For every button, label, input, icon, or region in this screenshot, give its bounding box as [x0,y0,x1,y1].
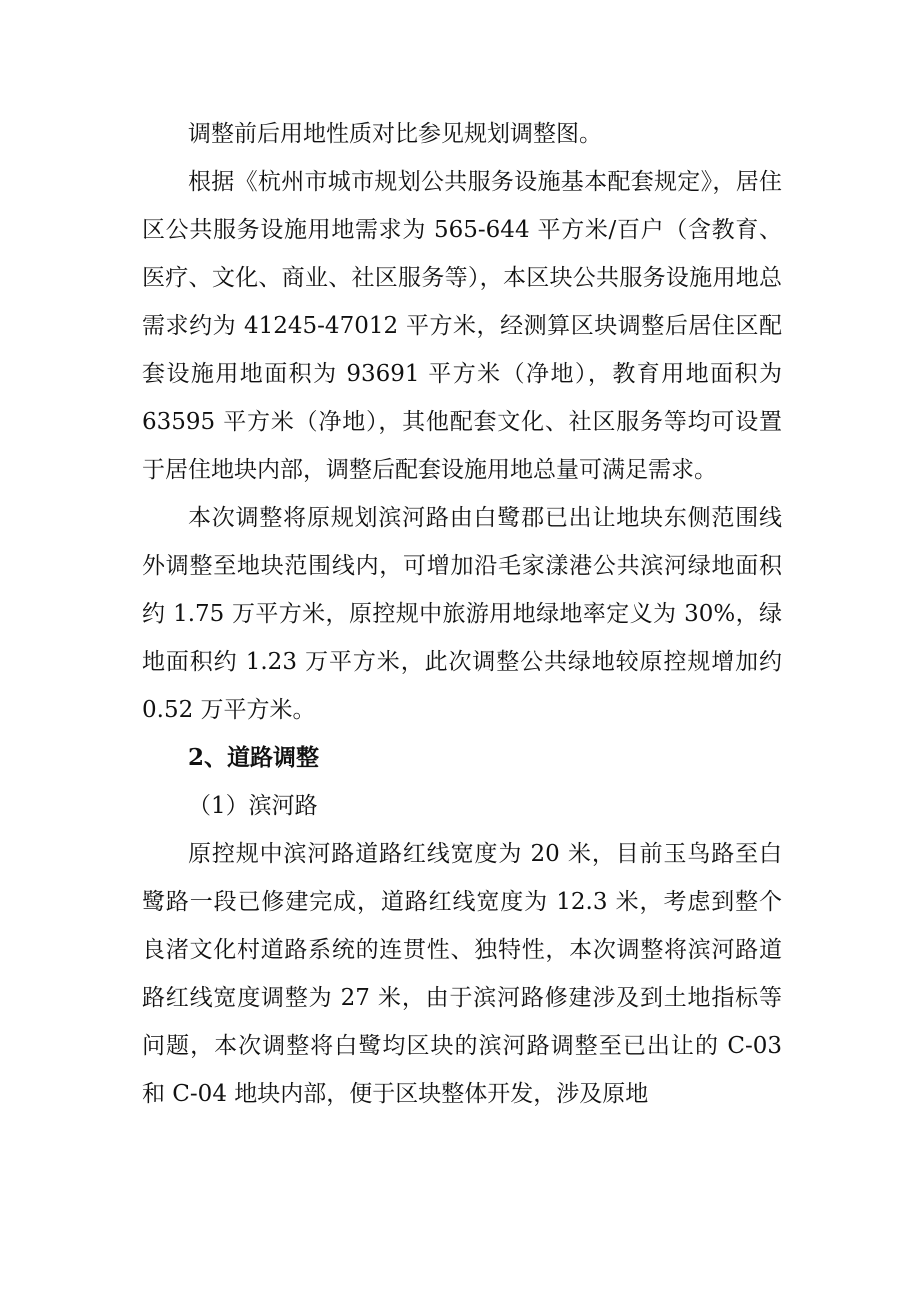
subheading-binhe-road: （1）滨河路 [188,793,318,819]
document-body [142,110,782,1118]
paragraph-reference-note: 调整前后用地性质对比参见规划调整图。 [188,121,602,147]
section-heading-road-adjustment: 2、道路调整 [188,744,320,771]
paragraph-green-space: 本次调整将原规划滨河路由白鹭郡已出让地块东侧范围线外调整至地块范围线内，可增加沿毛家漾港公共滨河绿地面积约 1.75 万平方米，原控规中旅游用地绿地率定义为 30%，绿地面积约 1.23 万平方米，此次调整公共绿地较原控规增加约 0.52 万平方米。 [142,505,782,723]
paragraph-binhe-road-details: 原控规中滨河路道路红线宽度为 20 米，目前玉鸟路至白鹭路一段已修建完成，道路红线宽度为 12.3 米，考虑到整个良渚文化村道路系统的连贯性、独特性，本次调整将滨河路道路红线宽度调整为 27 米，由于滨河路修建涉及到土地指标等问题，本次调整将白鹭均区块的滨河路调整至已出让的 C-03 和 C-04 地块内部，便于区块整体开发，涉及原地 [142,841,782,1107]
paragraph-public-facilities: 根据《杭州市城市规划公共服务设施基本配套规定》，居住区公共服务设施用地需求为 565-644 平方米/百户（含教育、医疗、文化、商业、社区服务等），本区块公共服务设施用地总需求约为 41245-47012 平方米，经测算区块调整后居住区配套设施用地面积为 93691 平方米（净地），教育用地面积为 63595 平方米（净地），其他配套文化、社区服务等均可设置于居住地块内部，调整后配套设施用地总量可满足需求。 [142,169,782,483]
